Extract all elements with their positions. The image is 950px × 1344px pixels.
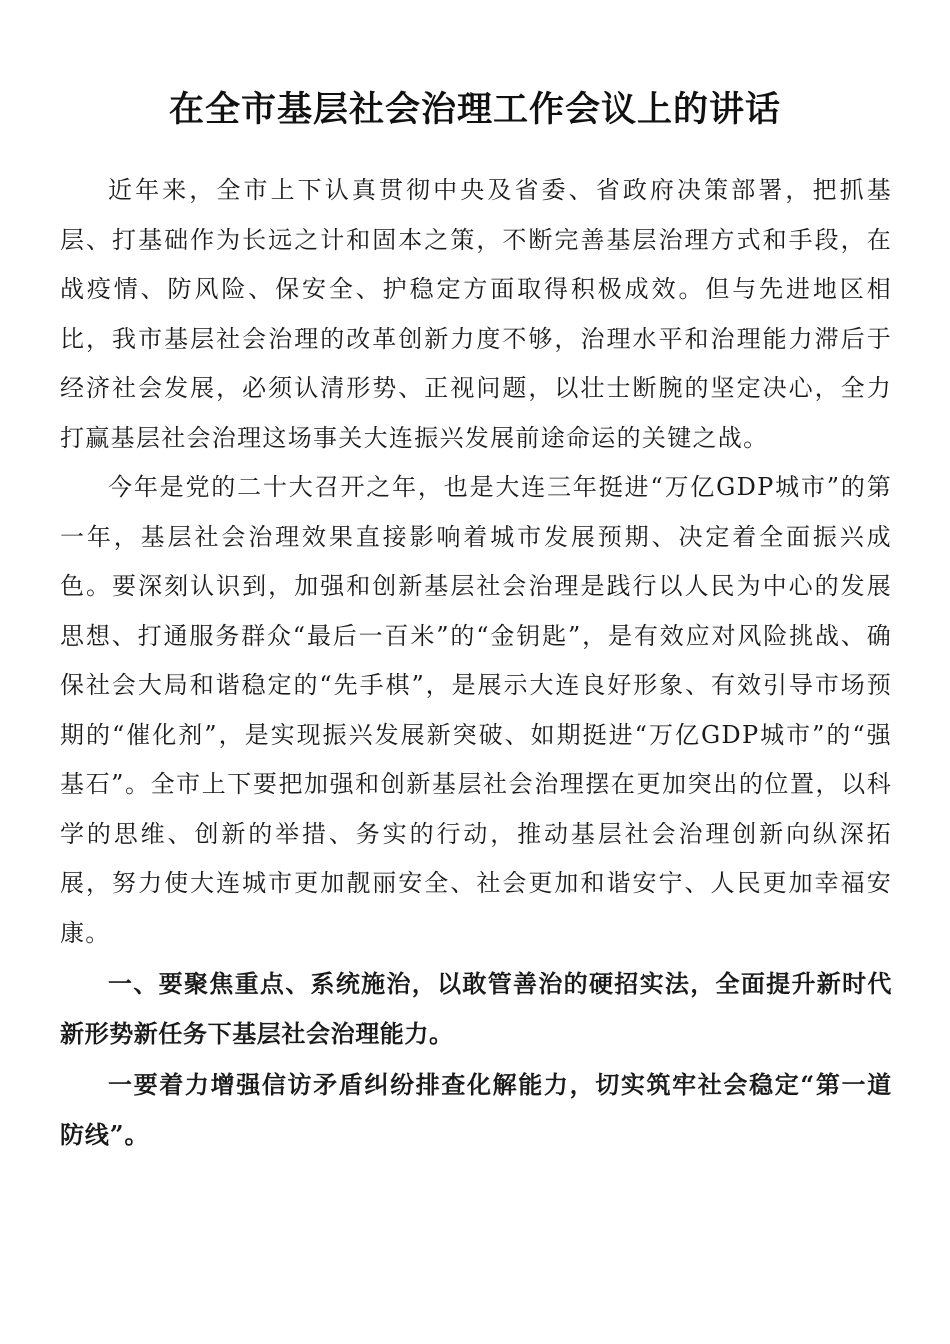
paragraph-intro: 近年来，全市上下认真贯彻中央及省委、省政府决策部署，把抓基层、打基础作为长远之计和固本之策，不断完善基层治理方式和手段，在战疫情、防风险、保安全、护稳定方面取得积极成效。但与先进地区相比，我市基层社会治理的改革创新力度不够，治理水平和治理能力滞后于经济社会发展，必须认清形势、正视问题，以壮士断腕的坚定决心，全力打赢基层社会治理这场事关大连振兴发展前途命运的关键之战。	[60, 176, 892, 452]
paragraph-significance: 今年是党的二十大召开之年，也是大连三年挺进“万亿GDP城市”的第一年，基层社会治理效果直接影响着城市发展预期、决定着全面振兴成色。要深刻认识到，加强和创新基层社会治理是践行以人民为中心的发展思想、打通服务群众“最后一百米”的“金钥匙”，是有效应对风险挑战、确保社会大局和谐稳定的“先手棋”，是展示大连良好形象、有效引导市场预期的“催化剂”，是实现振兴发展新突破、如期挺进“万亿GDP城市”的“强基石”。全市上下要把加强和创新基层社会治理摆在更加突出的位置，以科学的思维、创新的举措、务实的行动，推动基层社会治理创新向纵深拓展，努力使大连城市更加靓丽安全、社会更加和谐安宁、人民更加幸福安康。	[60, 473, 892, 947]
document-body	[60, 166, 892, 1159]
section-heading-one: 一、要聚焦重点、系统施治，以敢管善治的硬招实法，全面提升新时代新形势新任务下基层社会治理能力。	[60, 970, 892, 1048]
document-title: 在全市基层社会治理工作会议上的讲话	[168, 89, 781, 130]
sub-heading-one: 一要着力增强信访矛盾纠纷排查化解能力，切实筑牢社会稳定“第一道防线”。	[60, 1070, 892, 1149]
